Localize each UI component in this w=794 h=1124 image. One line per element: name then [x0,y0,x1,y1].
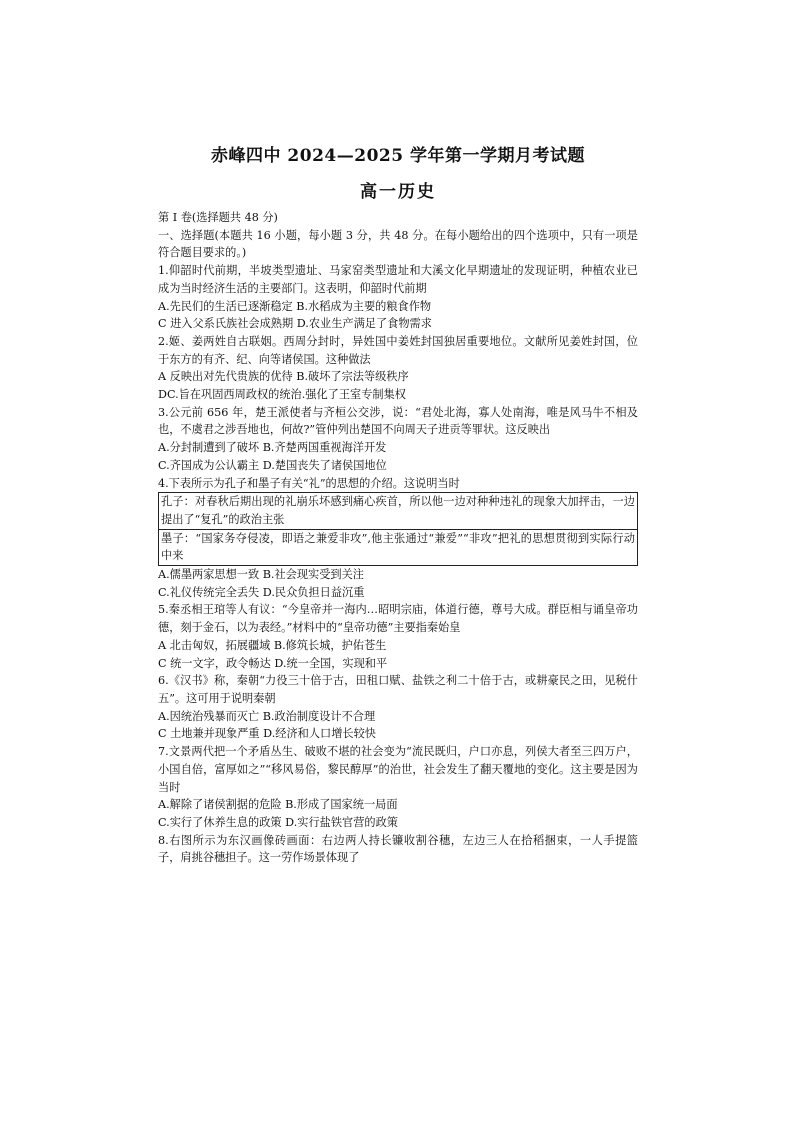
question-options: A 北击匈奴，拓展疆域 B.修筑长城，护佑苍生 [158,638,387,652]
question-options: DC.旨在巩固西周政权的统治.强化了王室专制集权 [158,388,406,402]
question-4 [158,475,638,602]
question-options: C.实行了休养生息的政策 D.实行盐铁官营的政策 [158,815,398,829]
table-cell-confucius: 孔子：对春秋后期出现的礼崩乐坏感到痛心疾首，所以他一边对种种违礼的现象大加抨击，一边提出了“复孔”的政治主张 [159,493,638,529]
question-5 [158,601,638,672]
question-options: C 统一文字，政令畅达 D.统一全国，实现和平 [158,656,388,670]
question-stem: 4.下表所示为孔子和墨子有关“礼”的思想的介绍。这说明当时 [158,476,460,490]
question-options: C 土地兼并现象严重 D.经济和人口增长较快 [158,727,376,741]
exam-title: 赤峰四中 2024—2025 学年第一学期月考试题 [211,146,585,166]
question-options: A.因统治残暴而灭亡 B.政治制度设计不合理 [158,709,376,723]
exam-page [158,145,638,867]
question-1 [158,262,638,333]
question-options: A.解除了诸侯割据的危险 B.形成了国家统一局面 [158,798,398,812]
table-cell-mozi: 墨子：“国家务夺侵凌，即语之兼爱非攻”,他主张通过“兼爱”“非攻”把礼的思想贯彻到实际行动中来 [159,529,638,565]
question-stem: 2.姬、姜两姓自古联姻。西周分封时，异姓国中姜姓封国独居重要地位。文献所见姜姓封国，位于东方的有齐、纪、向等诸侯国。这种做法 [158,334,638,366]
table-row [159,529,638,565]
question-options: C 进入父系氏族社会成熟期 D.农业生产满足了食物需求 [158,317,432,331]
question-options: A.分封制遭到了破坏 B.齐楚两国重视海洋开发 [158,441,387,455]
section-heading: 第 I 卷(选择题共 48 分) [158,211,278,224]
question-6 [158,672,638,743]
instructions: 一、选择题(本题共 16 小题，每小题 3 分，共 48 分。在每小题给出的四个选项中，只有一项是符合题目要求的。) [158,228,638,260]
question-stem: 1.仰韶时代前期，半坡类型遗址、马家窑类型遗址和大溪文化早期遗址的发现证明，种植农业已成为当时经济生活的主要部门。这表明，仰韶时代前期 [158,264,638,295]
table-row [159,493,638,529]
exam-subtitle: 高一历史 [360,182,436,202]
question-stem: 8.右图所示为东汉画像砖画面：右边两人持长镰收割谷穗，左边三人在拾稻捆束，一人手提篮子，肩挑谷穗担子。这一劳作场景体现了 [158,833,638,865]
question-3 [158,404,638,475]
question-stem: 3.公元前 656 年，楚王派使者与齐桓公交涉，说：“君处北海，寡人处南海，唯是风马牛不相及也，不虞君之涉吾地也，何故?”管仲列出楚国不向周天子进贡等罪状。这反映出 [158,405,638,437]
question-options: A 反映出对先代贵族的优待 B.破坏了宗法等级秩序 [158,370,409,384]
question-options: A.儒墨两家思想一致 B.社会现实受到关注 [158,568,364,582]
question-stem: 5.秦丞相王琯等人有议：“今皇帝并一海内…昭明宗庙，体道行德，尊号大成。群臣相与诵皇帝功德，刻于金石，以为表经。”材料中的“皇帝功德”主要指秦始皇 [158,603,638,635]
question-stem: 7.文景两代把一个矛盾丛生、破败不堪的社会变为“流民既归，户口亦息，列侯大者至三四万户，小国自倍，富厚如之”“移风易俗，黎民醇厚”的治世，社会发生了翻天覆地的变化。这主要是因为当时 [158,745,638,794]
question-8 [158,832,638,867]
question-options: C.齐国成为公认霸主 D.楚国丧失了诸侯国地位 [158,458,387,472]
question-options: C.礼仪传统完全丢失 D.民众负担日益沉重 [158,585,365,599]
question-2 [158,333,638,404]
question-stem: 6.《汉书》称，秦朝“力役三十倍于古，田租口赋、盐铁之利二十倍于古，或耕豪民之田，见税什五”。这可用于说明秦朝 [158,674,638,705]
question-7 [158,743,638,832]
question-options: A.先民们的生活已逐渐稳定 B.水稻成为主要的粮食作物 [158,299,432,313]
comparison-table [158,492,638,566]
